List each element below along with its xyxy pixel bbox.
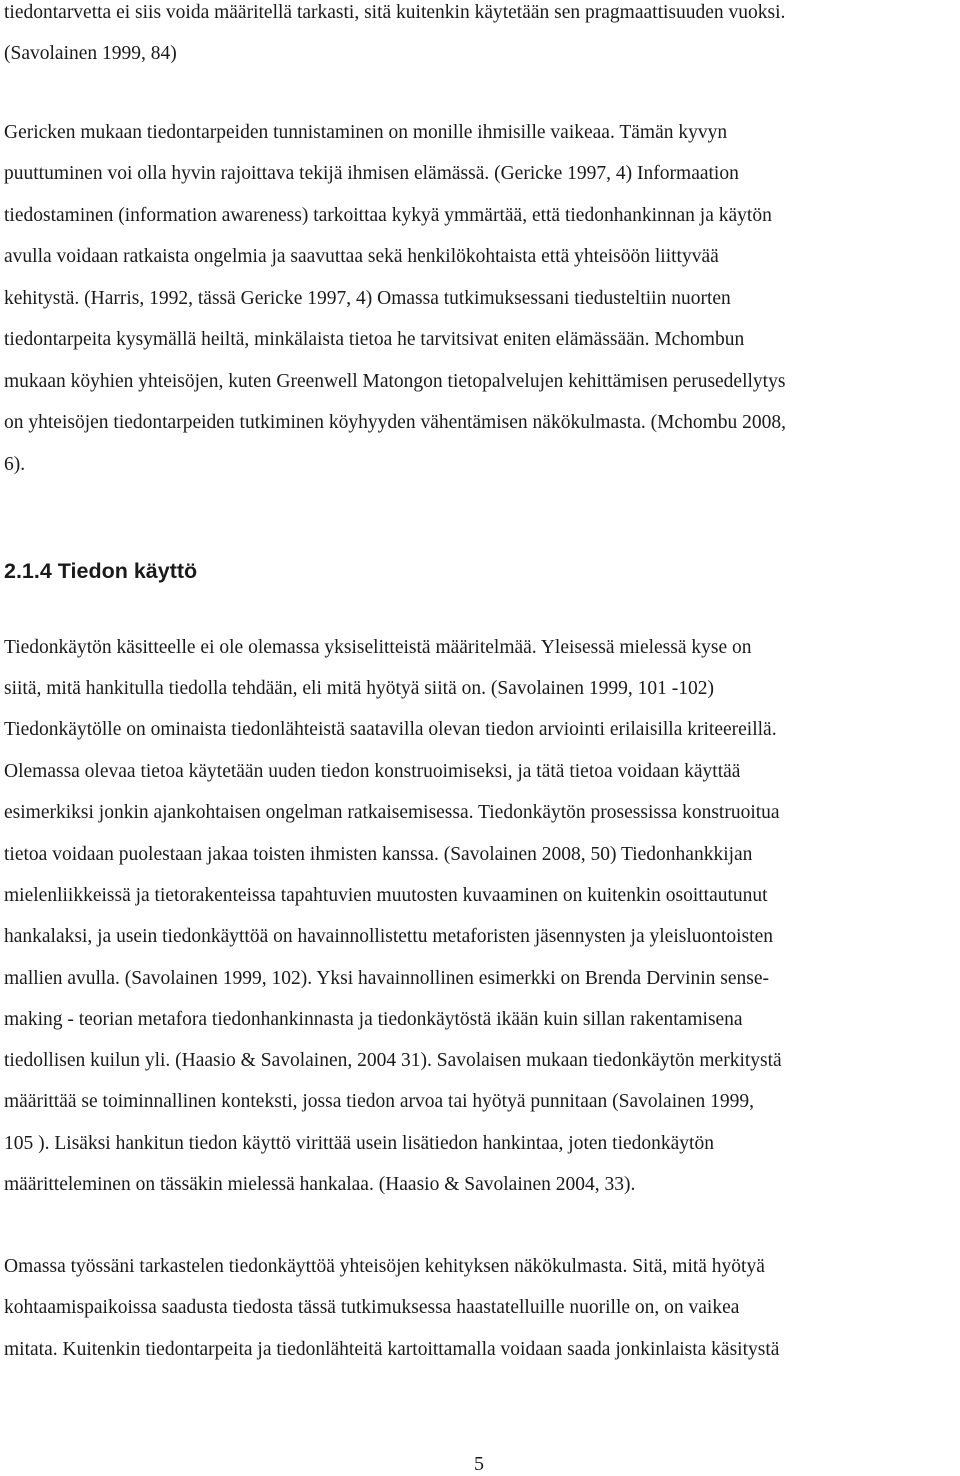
text-line: making - teorian metafora tiedonhankinnasta ja tiedonkäytöstä ikään kuin sillan rakentamisena [4, 1009, 743, 1030]
text-line: mielenliikkeissä ja tietorakenteissa tapahtuvien muutosten kuvaaminen on kuitenkin osoittautunut [4, 885, 768, 906]
text-line: mukaan köyhien yhteisöjen, kuten Greenwell Matongon tietopalvelujen kehittämisen perusedellytys [4, 371, 786, 392]
text-line: tiedontarpeita kysymällä heiltä, minkälaista tietoa he tarvitsivat eniten elämässään. Mchombun [4, 329, 745, 350]
text-line: hankalaksi, ja usein tiedonkäyttöä on havainnollistettu metaforisten jäsennysten ja yleisluontoisten [4, 926, 773, 947]
text-line: Olemassa olevaa tietoa käytetään uuden tiedon konstruoimiseksi, ja tätä tietoa voidaan käyttää [4, 761, 741, 782]
text-line: 105 ). Lisäksi hankitun tiedon käyttö virittää usein lisätiedon hankintaa, joten tiedonkäytön [4, 1133, 714, 1154]
text-line: määrittää se toiminnallinen konteksti, jossa tiedon arvoa tai hyötyä punnitaan (Savolainen 1999, [4, 1091, 755, 1112]
page-number: 5 [474, 1453, 484, 1475]
text-line: Gericken mukaan tiedontarpeiden tunnistaminen on monille ihmisille vaikeaa. Tämän kyvyn [4, 122, 728, 143]
text-line: Tiedonkäytölle on ominaista tiedonlähteistä saatavilla olevan tiedon arviointi erilaisilla kriteereillä. [4, 719, 777, 740]
text-line: esimerkiksi jonkin ajankohtaisen ongelman ratkaisemisessa. Tiedonkäytön prosessissa konstruoitua [4, 802, 780, 823]
text-line: kohtaamispaikoissa saadusta tiedosta tässä tutkimuksessa haastatelluille nuorille on, on vaikea [4, 1297, 740, 1318]
text-line: avulla voidaan ratkaista ongelmia ja saavuttaa sekä henkilökohtaista että yhteisöön liittyvää [4, 246, 719, 267]
text-line: tiedontarvetta ei siis voida määritellä tarkasti, sitä kuitenkin käytetään sen pragmaattisuuden vuoksi. [4, 2, 786, 23]
text-line: tietoa voidaan puolestaan jakaa toisten ihmisten kanssa. (Savolainen 2008, 50) Tiedonhankkijan [4, 844, 753, 865]
text-line: kehitystä. (Harris, 1992, tässä Gericke 1997, 4) Omassa tutkimuksessani tiedusteltiin nuorten [4, 288, 731, 309]
text-line: on yhteisöjen tiedontarpeiden tutkiminen köyhyyden vähentämisen näkökulmasta. (Mchombu 2008, [4, 412, 787, 433]
text-line: määritteleminen on tässäkin mielessä hankalaa. (Haasio & Savolainen 2004, 33). [4, 1174, 636, 1195]
text-line: 6). [4, 454, 26, 475]
section-heading: 2.1.4 Tiedon käyttö [4, 559, 198, 583]
text-line: Tiedonkäytön käsitteelle ei ole olemassa yksiselitteistä määritelmää. Yleisessä mielessä kyse on [4, 637, 752, 658]
text-line: mitata. Kuitenkin tiedontarpeita ja tiedonlähteitä kartoittamalla voidaan saada jonkinlaista käsitystä [4, 1339, 780, 1360]
text-line: mallien avulla. (Savolainen 1999, 102). Yksi havainnollinen esimerkki on Brenda Dervinin sense- [4, 968, 770, 989]
text-line: tiedostaminen (information awareness) tarkoittaa kykyä ymmärtää, että tiedonhankinnan ja käytön [4, 205, 772, 226]
text-line: Omassa työssäni tarkastelen tiedonkäyttöä yhteisöjen kehityksen näkökulmasta. Sitä, mitä hyötyä [4, 1256, 765, 1277]
text-line: tiedollisen kuilun yli. (Haasio & Savolainen, 2004 31). Savolaisen mukaan tiedonkäytön merkitystä [4, 1050, 782, 1071]
text-line: puuttuminen voi olla hyvin rajoittava tekijä ihmisen elämässä. (Gericke 1997, 4) Informaation [4, 163, 739, 184]
text-line: siitä, mitä hankitulla tiedolla tehdään, eli mitä hyötyä siitä on. (Savolainen 1999, 101 -102) [4, 678, 714, 699]
text-line: (Savolainen 1999, 84) [4, 43, 177, 64]
